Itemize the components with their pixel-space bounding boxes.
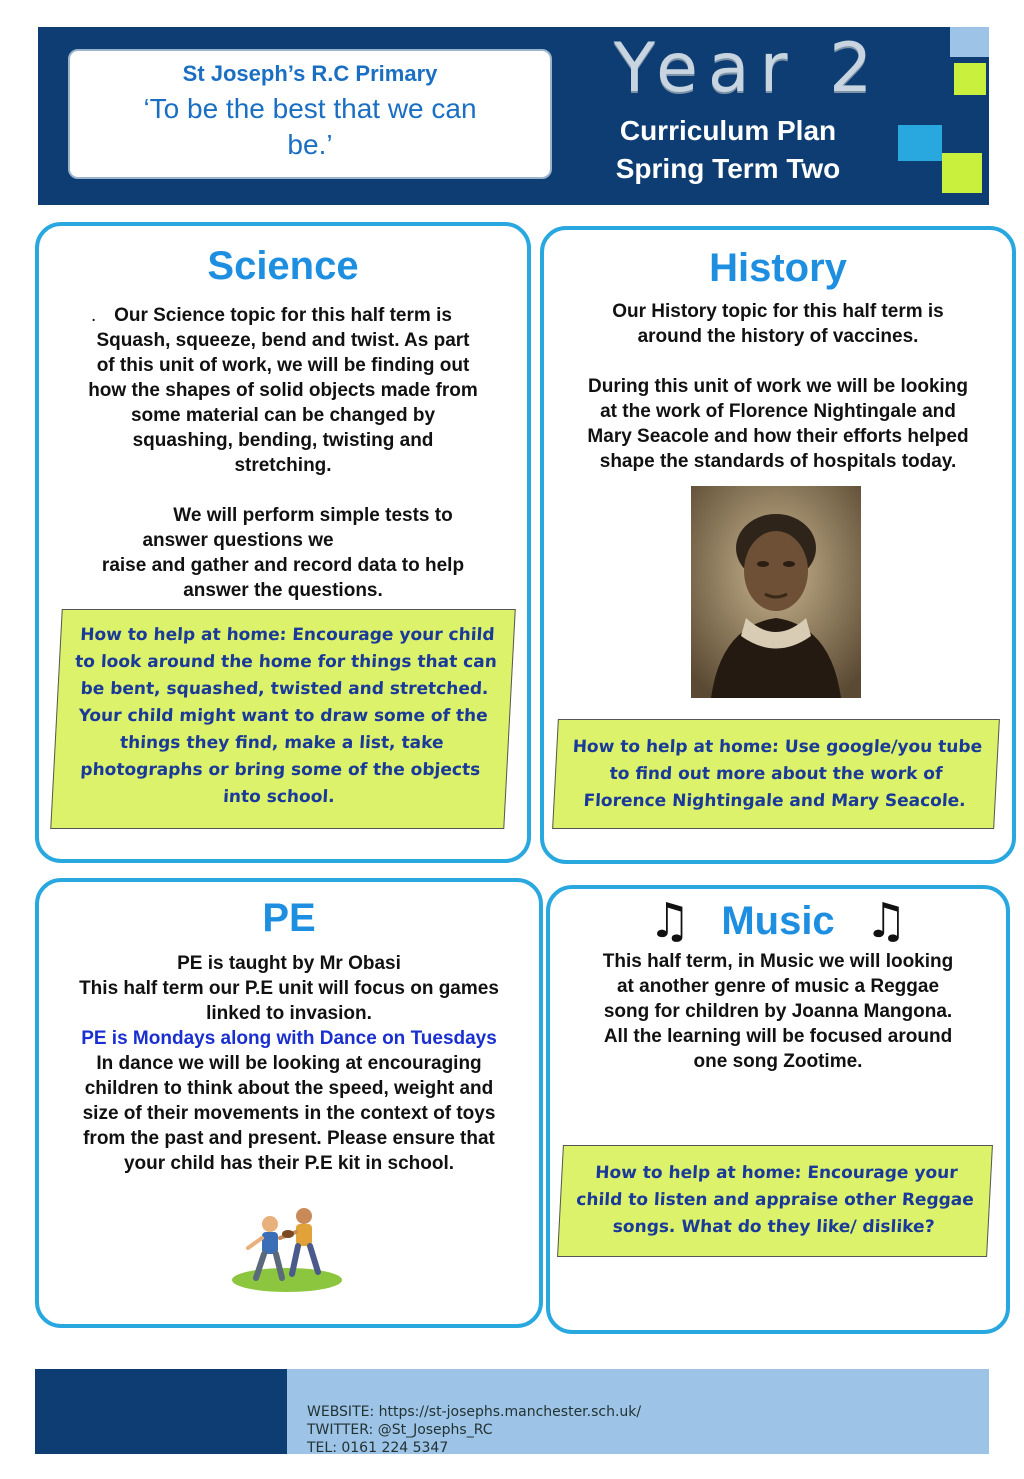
text-line: This half term our P.E unit will focus on games <box>79 978 499 999</box>
history-title: History <box>709 246 847 290</box>
history-unit-text <box>544 374 1012 474</box>
text-line: at another genre of music a Reggae <box>616 976 940 997</box>
text-line: PE is taught by Mr Obasi <box>177 953 401 974</box>
footer-contact <box>287 1369 989 1454</box>
bullet: . <box>91 305 97 326</box>
pe-schedule-highlight: PE is Mondays along with Dance on Tuesdays <box>81 1028 497 1049</box>
telephone: TEL: 0161 224 5347 <box>307 1440 449 1456</box>
text-line: song for children by Joanna Mangona. <box>603 1001 953 1022</box>
science-tests-text <box>39 503 527 603</box>
text-line: This half term, in Music we will looking <box>602 951 954 972</box>
text-line: linked to invasion. <box>206 1003 372 1024</box>
text-line: of this unit of work, we will be finding out <box>96 355 470 376</box>
music-note-icon: ♫ <box>648 893 692 949</box>
twitter-link[interactable]: TWITTER: @St_Josephs_RC <box>307 1422 493 1438</box>
text-line: Our History topic for this half term is <box>612 301 944 322</box>
help-line: to look around the home for things that can <box>74 652 498 672</box>
music-title-row <box>550 893 1006 949</box>
science-help-box <box>50 609 516 829</box>
decorative-square <box>954 63 986 95</box>
text-line: stretching. <box>234 455 332 476</box>
text-line: We will perform simple tests to <box>173 505 453 526</box>
help-line: child to listen and appraise other Reggae <box>575 1190 975 1210</box>
text-line: some material can be changed by <box>130 405 436 426</box>
text-line: your child has their P.E kit in school. <box>123 1153 455 1174</box>
music-title: Music <box>721 898 835 943</box>
text-line: Our Science topic for this half term is <box>114 305 452 326</box>
school-name: St Joseph’s R.C Primary <box>182 61 438 86</box>
text-line: one song Zootime. <box>693 1051 863 1072</box>
help-line: Your child might want to draw some of the <box>78 706 489 726</box>
text-line: from the past and present. Please ensure that <box>83 1128 495 1149</box>
music-help-box <box>557 1145 993 1257</box>
science-intro <box>39 303 527 478</box>
text-line: around the history of vaccines. <box>637 326 919 347</box>
year-title: Year 2 <box>613 29 883 108</box>
text-line: squashing, bending, twisting and <box>132 430 434 451</box>
text-line: answer the questions. <box>183 580 383 601</box>
school-info-box <box>68 49 552 179</box>
curriculum-plan-title: Curriculum Plan <box>619 115 837 146</box>
text-line: Squash, squeeze, bend and twist. As part <box>96 330 470 351</box>
text-line: In dance we will be looking at encouraging <box>96 1053 482 1074</box>
pe-title: PE <box>262 896 316 940</box>
help-line: photographs or bring some of the objects <box>79 760 481 780</box>
science-title: Science <box>207 244 359 288</box>
portrait-photo-icon <box>691 486 861 698</box>
help-line: How to help at home: Encourage your <box>594 1163 959 1183</box>
history-help-box <box>552 719 1000 829</box>
help-line: How to help at home: Use google/you tube <box>572 737 983 757</box>
text-line: During this unit of work we will be looking <box>588 376 968 397</box>
music-text <box>550 949 1006 1074</box>
pe-text <box>39 951 539 1176</box>
decorative-square <box>942 153 982 193</box>
text-line: children to think about the speed, weight and <box>84 1078 494 1099</box>
decorative-square <box>950 27 989 57</box>
help-line: be bent, squashed, twisted and stretched. <box>80 679 490 699</box>
website-link[interactable]: WEBSITE: https://st-josephs.manchester.sch.uk/ <box>307 1404 642 1420</box>
term-title: Spring Term Two <box>615 153 841 184</box>
school-motto <box>90 91 530 163</box>
text-line: Mary Seacole and how their efforts helped <box>587 426 969 447</box>
text-line: how the shapes of solid objects made from <box>88 380 478 401</box>
help-line: songs. What do they like/ dislike? <box>612 1217 935 1237</box>
footer-dark-block <box>35 1369 287 1454</box>
history-intro <box>544 299 1012 349</box>
help-line: How to help at home: Encourage your child <box>79 625 496 645</box>
motto-line: ‘To be the best that we can <box>143 93 477 124</box>
help-line: Florence Nightingale and Mary Seacole. <box>582 791 967 811</box>
motto-line: be.’ <box>287 129 333 160</box>
decorative-square <box>898 125 942 161</box>
sports-players-icon <box>222 1202 352 1294</box>
help-line: into school. <box>222 787 336 807</box>
text-line: All the learning will be focused around <box>603 1026 953 1047</box>
help-line: to find out more about the work of <box>609 764 943 784</box>
text-line: raise and gather and record data to help <box>101 555 465 576</box>
text-line: answer questions we <box>142 530 334 551</box>
header-banner <box>38 27 989 205</box>
text-line: shape the standards of hospitals today. <box>599 451 957 472</box>
music-panel <box>546 885 1010 1334</box>
text-line: size of their movements in the context of toys <box>82 1103 496 1124</box>
help-line: things they find, make a list, take <box>119 733 445 753</box>
text-line: at the work of Florence Nightingale and <box>600 401 956 422</box>
music-note-icon: ♫ <box>864 893 908 949</box>
